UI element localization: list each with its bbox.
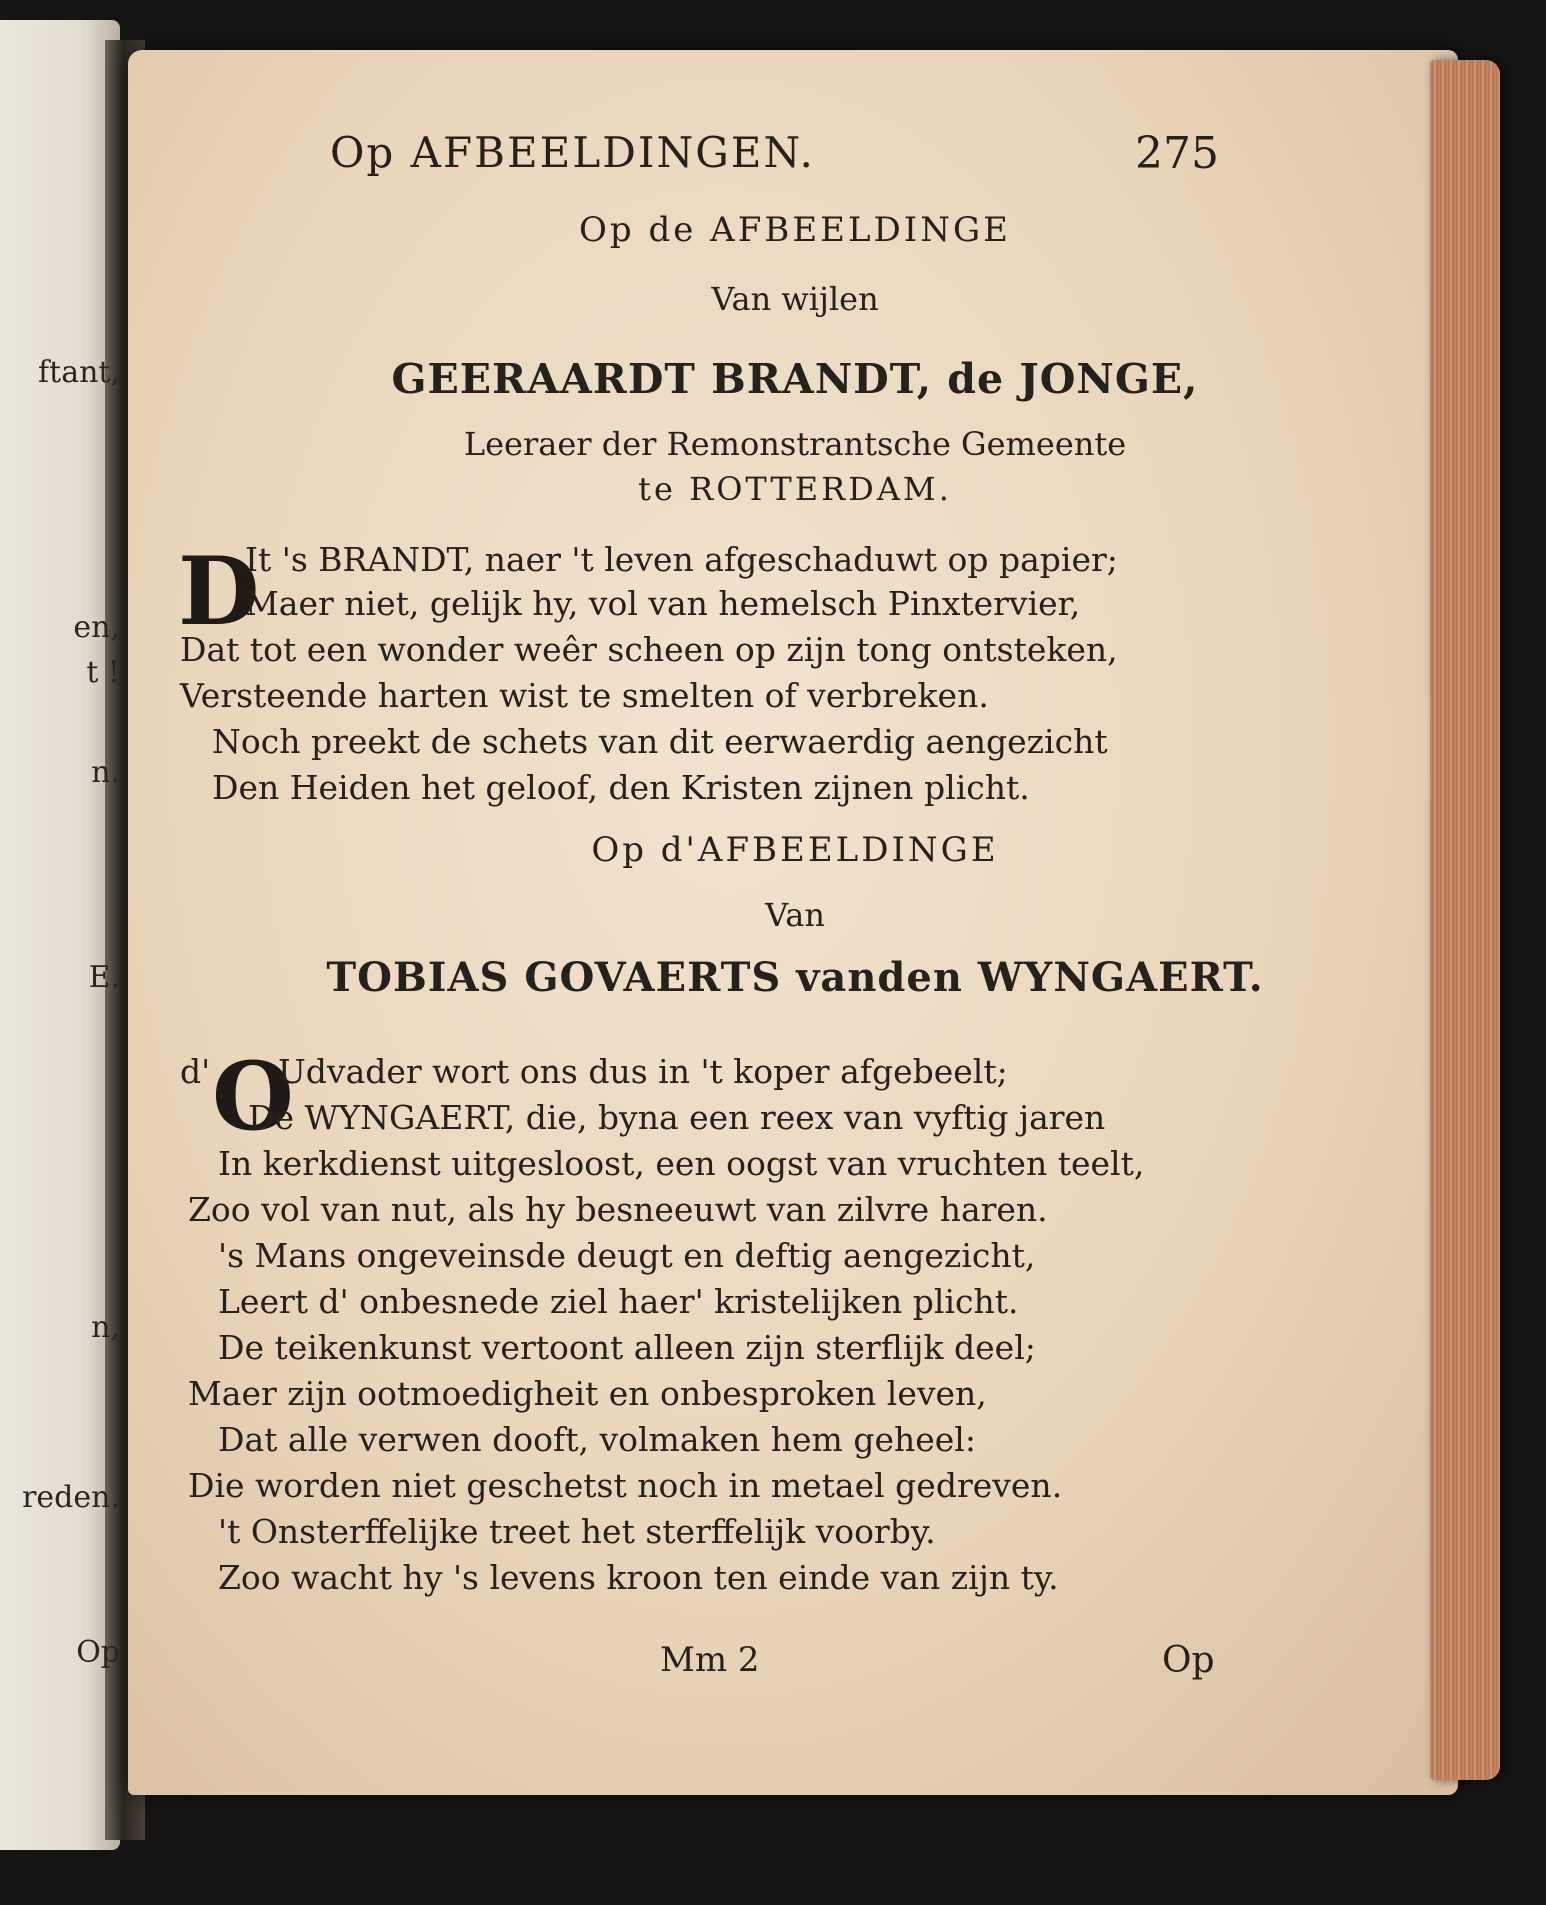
left-page — [0, 20, 120, 1850]
poem2-line: Zoo wacht hy 's levens kroon ten einde van zijn ty. — [218, 1558, 1059, 1597]
poem2-line: Dat alle verwen dooft, volmaken hem geheel: — [218, 1420, 976, 1459]
poem2-line: 't Onsterffelijke treet het sterffelijk voorby. — [218, 1512, 936, 1551]
poem1-role: Leeraer der Remonstrantsche Gemeente — [463, 425, 1127, 463]
left-fragment: en, — [73, 610, 120, 645]
poem2-heading: Op d'AFBEELDINGE — [591, 830, 999, 870]
poem1-subheading: Van wijlen — [711, 280, 879, 318]
left-fragment: n. — [91, 755, 120, 790]
left-fragment: Op — [76, 1635, 120, 1670]
catchword: Op — [1162, 1640, 1215, 1681]
poem2-line: 's Mans ongeveinsde deugt en deftig aengezicht, — [218, 1236, 1036, 1275]
page-number: 275 — [1135, 128, 1219, 179]
left-fragment: E. — [88, 960, 120, 995]
signature-mark: Mm 2 — [660, 1640, 760, 1680]
poem1-line: Den Heiden het geloof, den Kristen zijnen plicht. — [212, 768, 1030, 807]
poem1-line: Dat tot een wonder weêr scheen op zijn tong ontsteken, — [180, 630, 1118, 669]
poem2-drop-cap-prefix: d' — [180, 1052, 211, 1091]
poem1-heading: Op de AFBEELDINGE — [579, 210, 1011, 250]
poem2-line: Maer zijn ootmoedigheit en onbesproken leven, — [188, 1374, 987, 1413]
poem2-drop-cap: O — [212, 1042, 294, 1152]
poem1-line: Maer niet, gelijk hy, vol van hemelsch Pinxtervier, — [245, 584, 1081, 623]
poem2-subheading: Van — [765, 896, 825, 934]
left-fragment: reden. — [22, 1480, 120, 1515]
poem2-line: In kerkdienst uitgesloost, een oogst van vruchten teelt, — [218, 1144, 1145, 1183]
poem1-drop-cap: D — [178, 537, 260, 647]
left-fragment: n, — [91, 1310, 120, 1345]
left-fragment: t ! — [86, 655, 120, 690]
poem1-line: Versteende harten wist te smelten of verbreken. — [180, 676, 989, 715]
poem2-name: TOBIAS GOVAERTS vanden WYNGAERT. — [326, 954, 1264, 1001]
poem1-name: GEERAARDT BRANDT, de JONGE, — [391, 355, 1199, 403]
running-head: Op AFBEELDINGEN. — [330, 128, 815, 177]
left-fragment: ftant, — [38, 355, 120, 390]
poem2-line: Udvader wort ons dus in 't koper afgebeelt; — [278, 1052, 1008, 1091]
poem2-line: Leert d' onbesnede ziel haer' kristelijken plicht. — [218, 1282, 1019, 1321]
poem2-line: Zoo vol van nut, als hy besneeuwt van zilvre haren. — [188, 1190, 1048, 1229]
poem1-place: te ROTTERDAM. — [638, 470, 952, 508]
poem2-line: De WYNGAERT, die, byna een reex van vyftig jaren — [248, 1098, 1106, 1137]
poem2-line: Die worden niet geschetst noch in metael gedreven. — [188, 1466, 1063, 1505]
poem1-line: Noch preekt de schets van dit eerwaerdig aengezicht — [212, 722, 1108, 761]
poem2-line: De teikenkunst vertoont alleen zijn sterflijk deel; — [218, 1328, 1036, 1367]
poem1-line: It 's BRANDT, naer 't leven afgeschaduwt op papier; — [245, 540, 1118, 579]
